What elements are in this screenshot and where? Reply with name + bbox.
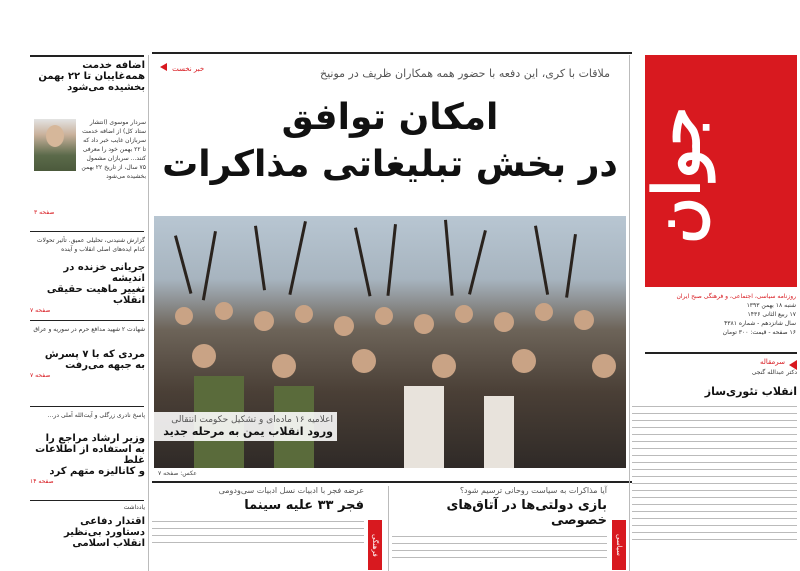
portrait-photo [34,119,76,171]
bottom-mid-story [392,486,607,564]
masthead-info [648,292,796,337]
editorial-tag: سرمقاله [759,358,785,366]
editorial-arrow-icon [789,360,797,370]
bottom-mid-body [392,536,607,558]
left-story-4-headline: و کانالیزه متهم کرد [49,466,145,477]
bottom-left-badge [368,520,382,570]
left-story-1-headline: همه‌غایبان تا ۲۲ بهمن [38,71,145,82]
photo-caption-headline: ورود انقلاب یمن به مرحله جدید [163,425,333,438]
bottom-left-body [152,521,364,543]
editorial-body [632,406,797,540]
lead-headline-line: در بخش تبلیغاتی مذاکرات [162,144,618,185]
photo-caption [154,412,337,441]
left-story-3-page: صفحه ۷ [30,372,51,379]
bottom-left-kicker: عرضه فجر با ادبیات نسل ادبیات سی‌ودومی [218,486,364,495]
masthead-info-line: سال شانزدهم - شماره ۴۳۸۱ [724,320,796,327]
left-story-1-body: سردار موسوی (انتشار ستاد کل) از اضافه خدمت سربازان غایب خبر داد که تا ۲۲ بهمن خود را معرفی کنند... سربازان مشمول ۷۵ سال، از تاریخ ۲۲ بهمن بخشیده می‌شود [81,119,146,180]
bottom-mid-kicker: آیا مذاکرات به سیاست روحانی ترسیم شود؟ [459,486,607,495]
left-story-4-headline: وزیر ارشاد مراجع را [45,433,145,444]
editorial-headline: انقلاب تئوری‌ساز [704,385,797,398]
bottom-mid-headline: بازی دولتی‌ها در آتاق‌های خصوصی [446,498,607,528]
masthead-info-line: ۱۷ ربیع الثانی ۱۴۳۶ [747,311,796,318]
bottom-left-badge-label: فرهنگی [371,533,379,557]
lead-kicker: ملاقات با کری، این دفعه با حضور همه همکاران ظریف در مونیخ [320,67,610,80]
left-story-1-page: صفحه ۳ [34,209,55,216]
left-story-2-kicker: گزارش شنیدنی، تحلیلی عمیق. تأثیر تحولات کدام ایده‌های اصلی انقلاب و آینده [36,237,145,253]
lead-headline [160,95,620,189]
left-story-5-kicker: یادداشت [123,504,145,511]
left-story-4-page: صفحه ۱۴ [30,478,54,485]
left-story-2-headline: تغییر ماهیت حقیقی انقلاب [46,284,145,306]
left-story-3-headline: به جبهه می‌رفت [65,360,145,371]
masthead [640,55,797,287]
lead-tag-label: خبر نخست [172,65,205,73]
editorial [632,358,797,571]
left-story-4 [30,411,145,486]
left-story-3 [30,325,145,380]
left-story-5-headline: اقتدار دفاعی [80,516,145,527]
left-story-2-headline: جریانی خزنده در اندیشه [63,262,145,284]
left-story-2 [30,236,145,315]
photo-credit: عکس: صفحه ۷ [158,470,197,477]
lead-arrow-icon [160,63,167,71]
bottom-mid-badge [612,520,626,570]
lead-headline-line: امکان توافق [281,97,499,138]
bottom-mid-badge-label: سیاسی [615,534,623,556]
left-story-5 [30,503,145,549]
left-story-4-kicker: پاسخ نادری زرگلی و آیت‌الله آملی در... [47,412,145,419]
left-story-3-kicker: شهادت ۲ شهید مدافع حرم در سوریه و عراق [33,326,145,333]
left-story-1-headline: بخشیده می‌شود [67,82,145,93]
photo-caption-kicker: اعلامیه ۱۶ ماده‌ای و تشکیل حکومت انتقالی [171,415,333,425]
editorial-author: دکتر عبدالله گنجی [751,369,797,376]
masthead-info-line: شنبه ۱۸ بهمن ۱۳۹۳ [746,302,796,309]
bottom-left-headline: فجر ۳۳ علیه سینما [244,498,364,513]
left-story-2-page: صفحه ۷ [30,307,51,314]
lead-photo [154,216,626,468]
left-story-1-headline: اضافه خدمت [82,60,145,71]
masthead-logo: جوان [640,106,715,244]
portrait-face [46,125,64,147]
left-story-5-headline: دستاورد بی‌نظیر [63,527,145,538]
bottom-left-story [152,486,364,549]
masthead-info-line: روزنامه سیاسی، اجتماعی، و فرهنگی صبح ایران [676,293,796,300]
left-story-3-headline: مردی که با ۷ پسرش [44,349,145,360]
masthead-info-line: ۱۶ صفحه - قیمت: ۳۰۰ تومان [722,329,796,336]
left-story-5-headline: انقلاب اسلامی [72,538,145,549]
left-story-1 [30,60,145,93]
left-story-4-headline: به استفاده از اطلاعات غلط [35,444,145,466]
